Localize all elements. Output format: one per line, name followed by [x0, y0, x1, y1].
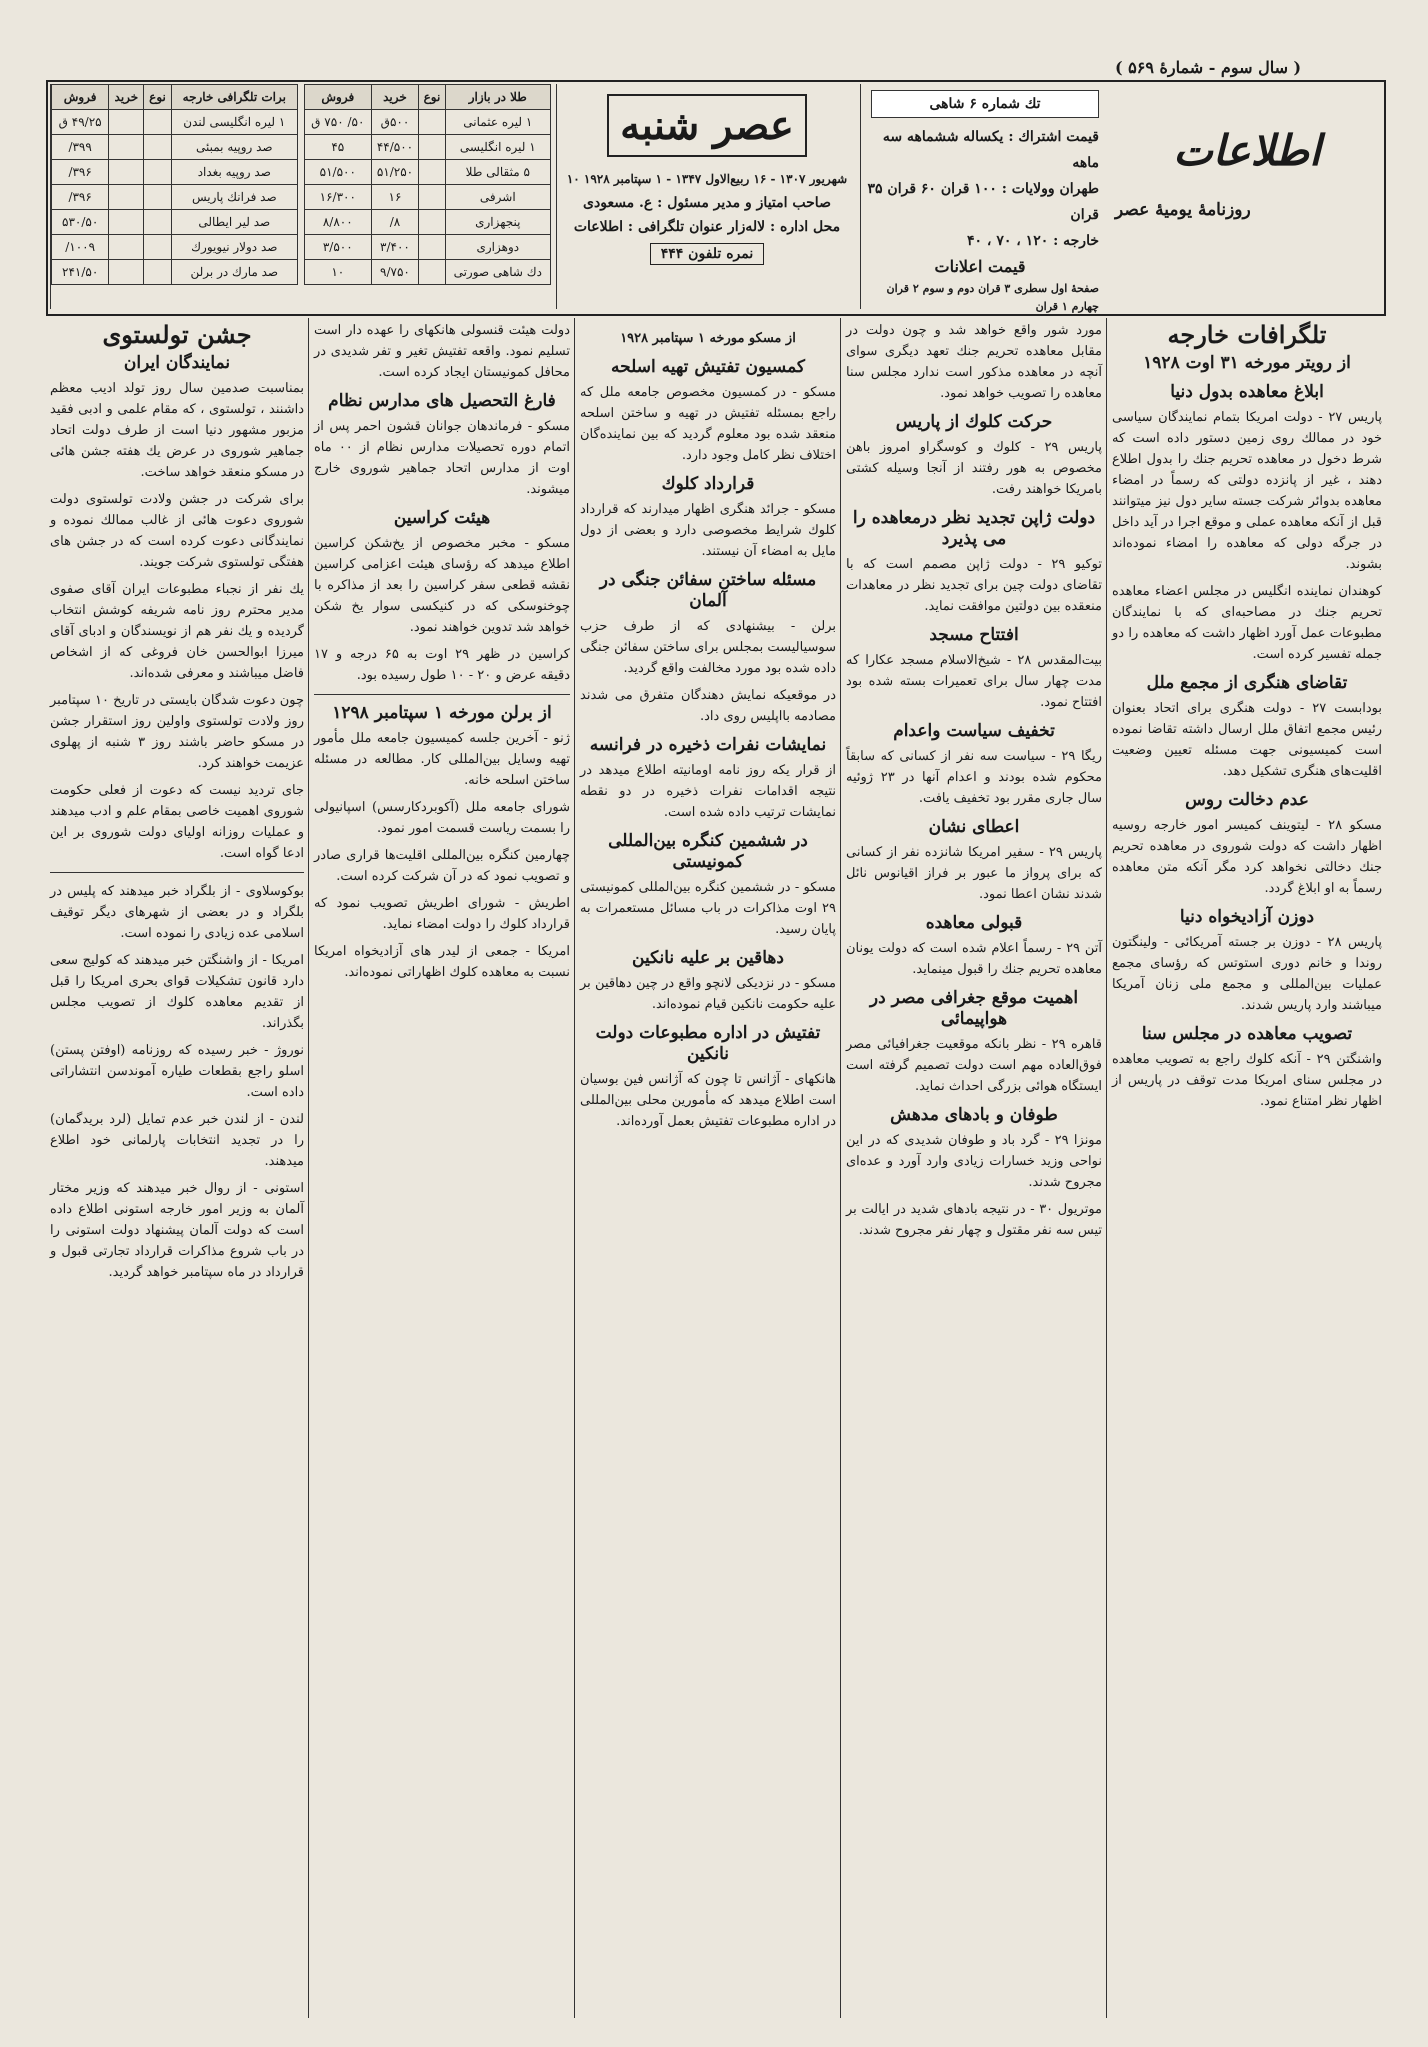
headline: اهمیت موقع جغرافی مصر در هواپیمائی [869, 988, 1079, 1029]
table-cell: صد مارك در برلن [171, 260, 297, 285]
table-cell: ۱۰۰۹/ [52, 235, 109, 260]
table-cell [419, 235, 445, 260]
table-cell [109, 135, 144, 160]
article-text: برای شرکت در جشن ولادت تولستوی دولت شوروی دعوت هائی از غالب ممالك نموده و نمایندگانی دعوت کرده است که در جشن های هفتگی تولستوی شرکت جویند. [50, 492, 304, 570]
headline: نمایندگان ایران [123, 353, 231, 373]
gold-header: خرید [371, 85, 419, 110]
headline: در ششمین کنگره بین‌المللی کمونیستی [608, 831, 808, 872]
headline: ابلاغ معاهده بدول دنیا [1170, 382, 1324, 402]
table-cell [419, 110, 445, 135]
article-text: آتن ۲۹ - رسماً اعلام شده است که دولت یونان معاهده تحریم جنك را قبول مینماید. [846, 941, 1103, 977]
owner: صاحب امتیاز و مدیر مسئول : ع. مسعودی [583, 195, 831, 211]
article-text: استونی - از روال خبر میدهند که وزیر مختار آلمان به وزیر امور خارجه استونی اطلاع داده است که دولت آلمان پیشنهاد دولت استونی را در باب شروع مذاکرات قرارداد تجارتی قبول و قرارداد در ماه سپتامبر خواهد گردید. [50, 1181, 304, 1280]
article-text: از قرار یکه روز نامه اومانیته اطلاع میدهد در نتیجه اقدامات نفرات ذخیره در دو نقطه نمایشات ترتیب داده شده است. [580, 763, 836, 820]
headline: افتتاح مسجد [929, 625, 1019, 645]
table-cell [109, 110, 144, 135]
table-cell: ۱۰ [305, 260, 372, 285]
table-cell [109, 210, 144, 235]
table-cell [419, 160, 445, 185]
table-cell: ۱۶ [371, 185, 419, 210]
article-text: یك نفر از نجباء مطبوعات ایران آقای صفوی مدیر محترم روز نامه شریفه کوشش انتخاب گردیده و یك نفر هم از نویسندگان و ادبای آقای میرزا ابوالحسن خان فروغی که از اشخاص فاضل میباشند و معرفی شده‌اند. [50, 582, 304, 681]
table-cell [144, 185, 171, 210]
table-row [52, 235, 298, 260]
headline: نمایشات نفرات ذخیره در فرانسه [589, 735, 827, 755]
table-cell: ۵۳۰/۵۰ [52, 210, 109, 235]
article-text: پاریس ۲۹ - کلوك و کوسگراو امروز باهن مخصوص به هور رفتند از آنجا وسیله کشتی بامریکا خواهند رفت. [846, 440, 1103, 497]
article-text: کوهندان نماینده انگلیس در مجلس اعضاء معاهده تحریم جنك در مصاحبه‌ای که با نمایندگان مطبوعات عمل آورد اظهار داشت که معاهده را دو جمله تفسیر کرده است. [1112, 584, 1382, 662]
table-row [305, 185, 551, 210]
article-text: برلن - بیشنهادی که از طرف حزب سوسیالیست بمجلس برای ساختن سفائن جنگی داده شده بود مورد مخالفت واقع گردید. [580, 619, 836, 676]
table-cell: ۸/ [371, 210, 419, 235]
table-row [305, 260, 551, 285]
article-text: چهارمین کنگره بین‌المللی اقلیت‌ها قراری صادر و تصویب نمود که در آن شرکت کرده است. [314, 848, 570, 884]
exchange-header: خرید [109, 85, 144, 110]
table-cell [109, 260, 144, 285]
table-cell: ۴۴/۵۰۰ [371, 135, 419, 160]
table-cell: ۳۹۶/ [52, 160, 109, 185]
column-3 [580, 320, 836, 1138]
table-row [52, 185, 298, 210]
table-cell [419, 260, 445, 285]
table-cell [109, 185, 144, 210]
table-cell [109, 160, 144, 185]
article-text: پاریس ۲۹ - سفیر امریکا شانزده نفر از کسانی که برای پرواز ما عبور بر فراز اقیانوس نائل شدند نشان اعطا نمود. [846, 845, 1102, 902]
title-box [556, 84, 857, 309]
section-title: جشن تولستوی [102, 320, 252, 349]
table-cell: ۹/۷۵۰ [371, 260, 419, 285]
table-cell: ۵۰/ ۷۵۰ ق [305, 110, 372, 135]
table-cell: ۱ لیره انگلیسی لندن [171, 110, 297, 135]
table-cell: ۵۰۰ق [371, 110, 419, 135]
article-text: دولت هیئت قنسولی هانکهای را عهده دار است تسلیم نمود. واقعه تفتیش تغیر و تفر شدیدی در محافل کمونیستان ایجاد کرده است. [314, 323, 570, 380]
article-text: ژنو - آخرین جلسه کمیسیون جامعه ملل مأمور تهیه وسایل بین‌المللی کار. مطالعه در مسئله ساختن اسلحه خانه. [314, 731, 570, 788]
address: محل اداره : لاله‌زار عنوان تلگرافی : اطلاعات [573, 219, 841, 235]
table-row [52, 210, 298, 235]
article-text: امریکا - جمعی از لیدر های آزادیخواه امریکا نسبت به معاهده کلوك اظهاراتی نموده‌اند. [314, 944, 570, 980]
table-cell: ۲۴۱/۵۰ [52, 260, 109, 285]
year-issue: ( سال سوم - شمارهٔ ۵۶۹ ) [1115, 58, 1302, 77]
article-text: اطریش - شورای اطریش تصویب نمود که قرارداد کلوك را دولت امضاء نماید. [314, 896, 570, 932]
table-cell: ۸/۸۰۰ [305, 210, 372, 235]
article-text: بیت‌المقدس ۲۸ - شیخ‌الاسلام مسجد عکارا که مدت چهار سال برای تعمیرات بسته شده بود افتتاح نمود. [846, 653, 1102, 710]
table-row [52, 160, 298, 185]
article-text: بودابست ۲۷ - دولت هنگری برای اتحاد بعنوان رئیس مجمع اتفاق ملل ارسال داشته تقاضا نموده است کمیسیونی جهت مسئله تعیین وضعیت اقلیت‌های هنگری تشکیل دهد. [1112, 701, 1382, 779]
table-cell: ۱ لیره انگلیسی [445, 135, 550, 160]
table-cell [144, 235, 171, 260]
table-cell: صد لیر ایطالی [171, 210, 297, 235]
table-cell: ۵۱/۲۵۰ [371, 160, 419, 185]
table-cell: ۱۶/۳۰۰ [305, 185, 372, 210]
exchange-rates-table [51, 84, 298, 285]
dateline: از رویتر مورخه ۳۱ اوت ۱۹۲۸ [1143, 353, 1351, 373]
article-text: چون دعوت شدگان بایستی در تاریخ ۱۰ سپتامبر روز ولادت تولستوی واولین روز استقرار جشن در مسکو حاضر باشند روز ۳ شنبه از پهلوی عزیمت خواهند کرد. [50, 693, 304, 771]
table-cell: صد روپیه بغداد [171, 160, 297, 185]
column-foreign-telegrams [1112, 320, 1382, 1118]
column-tolstoy [50, 320, 304, 1289]
table-cell: پنجهزاری [445, 210, 550, 235]
table-cell: صد فرانك پاریس [171, 185, 297, 210]
issue-price: تك شماره ۶ شاهی [871, 90, 1099, 118]
table-cell: دوهزاری [445, 235, 550, 260]
article-text: مسکو - مخبر مخصوص از یخ‌شکن کراسین اطلاع میدهد که رؤسای هیئت اعزامی کراسین نقشه قطعی سفر کراسین را بعد از مذاکره با چوخنوسکی که در کنیکسی سوار یخ شکن خواهد شد تدوین خواهند نمود. [314, 536, 570, 635]
rates-box [50, 84, 551, 309]
table-cell [419, 135, 445, 160]
headline: عدم دخالت روس [1185, 790, 1309, 810]
table-cell [144, 260, 171, 285]
table-row [52, 135, 298, 160]
article-text: مسکو ۲۸ - لیتوینف کمیسر امور خارجه روسیه اظهار داشت که دولت شوروی در معاهده تحریم جنك دخالتی نخواهد کرد مگر آنکه متن معاهده رسماً به او ابلاغ گردد. [1112, 818, 1383, 896]
table-cell: ۴۹/۲۵ ق [52, 110, 109, 135]
dateline: از مسکو مورخه ۱ سپتامبر ۱۹۲۸ [620, 331, 796, 346]
article-text: امریکا - از واشنگتن خبر میدهند که کولیج سعی دارد قانون تشکیلات قوای بحری امریکا را قبل از تقدیم معاهده کلوك از تصویب مجلس بگذراند. [50, 953, 304, 1031]
section-title: تلگرافات خارجه [1167, 320, 1327, 349]
subscription-tehran: طهران وولایات : ۱۰۰ قران ۶۰ قران ۳۵ قران [867, 181, 1099, 223]
headline: اعطای نشان [928, 817, 1020, 837]
headline: فارغ التحصیل های مدارس نظام [328, 391, 556, 411]
ads-price: صفحهٔ اول سطری ۳ قران دوم و سوم ۲ قران چهارم ۱ قران [886, 282, 1099, 313]
table-cell: ۳۹۹/ [52, 135, 109, 160]
article-text: پاریس ۲۸ - دوزن بر جسته آمریکائی - ولینگتون روندا و خانم دوری استوتس که رؤسای مجمع عملیات بین‌المللی و مجمع ملی زنان آمریکا میباشند وارد پاریس شدند. [1112, 935, 1382, 1013]
table-cell: صد روپیه بمبئی [171, 135, 297, 160]
exchange-rates [51, 84, 298, 285]
gold-header: فروش [305, 85, 372, 110]
headline: تفتیش در اداره مطبوعات دولت نانکین [595, 1023, 821, 1064]
article-text: نوروژ - خبر رسیده که روزنامه (اوفتن پستن) اسلو راجع بقطعات طیاره آموندسن انتشاراتی داده است. [50, 1043, 304, 1100]
table-row [305, 210, 551, 235]
dateline: از برلن مورخه ۱ سپتامبر ۱۲۹۸ [332, 703, 552, 723]
headline: دهاقین بر علیه نانکین [632, 948, 784, 968]
table-row [305, 160, 551, 185]
subscription-title: قیمت اشتراك : یکساله ششماهه سه ماهه [882, 129, 1099, 171]
article-text: توکیو ۲۹ - دولت ژاپن مصمم است که با تقاضای دولت چین برای تجدید نظر در معاهدات منعقده بین دولتین موافقت نماید. [846, 557, 1102, 614]
gold-header: طلا در بازار [445, 85, 550, 110]
table-cell: ۳/۴۰۰ [371, 235, 419, 260]
article-text: جای تردید نیست که دعوت از فعلی حکومت شوروی اهمیت خاصی بمقام علم و ادب میدهند و عملیات روزانه اولیای دولت شوروی بر این ادعا گواه است. [50, 783, 304, 861]
table-cell [419, 210, 445, 235]
table-cell [144, 160, 171, 185]
article-text: مورد شور واقع خواهد شد و چون دولت در مقابل معاهده تحریم جنك تعهد دیگری سوای آنچه در معاهده مذکور است ندارد مجلس سنا معاهده را تصویب خواهد نمود. [846, 323, 1102, 401]
exchange-header: برات تلگرافی خارجه [171, 85, 297, 110]
table-cell: دك شاهی صورتی [445, 260, 550, 285]
headline: دوزن آزادیخواه دنیا [1179, 907, 1315, 927]
table-cell: ۴۵ [305, 135, 372, 160]
column-4 [314, 320, 570, 989]
gold-header: نوع [419, 85, 445, 110]
table-cell: ۵ مثقالی طلا [445, 160, 550, 185]
headline: حرکت کلوك از پاریس [895, 412, 1053, 432]
newspaper-logo: اطلاعات [1173, 125, 1321, 175]
article-text: کراسین در ظهر ۲۹ اوت به ۶۵ درجه و ۱۷ دقیقه عرض و ۲۰ - ۱۰ طول رسیده بود. [314, 647, 570, 683]
issue-date: ۱۰ شهریور ۱۳۰۷ - ۱۶ ربیع‌الاول ۱۳۴۷ - ۱ سپتامبر ۱۹۲۸ [566, 172, 848, 186]
headline: قرارداد کلوك [661, 474, 755, 494]
article-text: بوکوسلاوی - از بلگراد خبر میدهند که پلیس در بلگراد و در بعضی از شهرهای دیگر توقیف اسلامی عده زیادی را نموده است. [50, 884, 304, 941]
gold-rates [304, 84, 551, 285]
table-cell [109, 235, 144, 260]
edition-name: عصر شنبه [607, 94, 807, 157]
article-text: مونزا ۲۹ - گرد باد و طوفان شدیدی که در این نواحی وزید خسارات زیادی وارد آورد و عده‌ای مجروح شدند. [846, 1133, 1102, 1190]
table-row [305, 235, 551, 260]
paper-subtitle: روزنامهٔ یومیهٔ عصر [1115, 200, 1251, 220]
table-cell [144, 210, 171, 235]
phone-number: نمره تلفون ۴۴۴ [650, 243, 765, 265]
table-cell: ۳۹۶/ [52, 185, 109, 210]
article-text: واشنگتن ۲۹ - آنکه کلوك راجع به تصویب معاهده در مجلس سنای امریکا مدت توقف در پاریس از اظهار نظر امتناع نمود. [1112, 1052, 1383, 1109]
table-cell: ۳/۵۰۰ [305, 235, 372, 260]
headline: قبولی معاهده [925, 913, 1023, 933]
article-text: شورای جامعه ملل (آکوبردکارسس) اسپانیولی را بسمت ریاست قسمت امور نمود. [314, 800, 570, 836]
exchange-header: فروش [52, 85, 109, 110]
gold-rates-table [304, 84, 551, 285]
headline: دولت ژاپن تجدید نظر درمعاهده را می پذیرد [852, 508, 1096, 549]
article-text: مسکو - در ششمین کنگره بین‌المللی کمونیستی ۲۹ اوت مذاکرات در باب مسائل مستعمرات به پایان رسید. [580, 880, 836, 937]
table-cell: صد دولار نیویورك [171, 235, 297, 260]
table-cell: اشرفی [445, 185, 550, 210]
table-row [305, 110, 551, 135]
article-text: قاهره ۲۹ - نظر بانکه موقعیت جغرافیائی مصر فوق‌العاده مهم است دولت تصمیم گرفته است ایستگاه هوائی بزرگی احداث نماید. [846, 1037, 1102, 1094]
ads-title: قیمت اعلانات [934, 257, 1026, 276]
headline: تقاضای هنگری از مجمع ملل [1146, 673, 1348, 693]
headline: طوفان و بادهای مدهش [890, 1105, 1058, 1125]
article-text: لندن - از لندن خبر عدم تمایل (لرد بریدگمان) را در تجدید انتخابات پارلمانی خود اطلاع میدهند. [50, 1112, 304, 1169]
headline: هیئت کراسین [393, 508, 491, 528]
article-text: پاریس ۲۷ - دولت امریکا بتمام نمایندگان سیاسی خود در ممالك روی زمین دستور داده است که شرط دخول در معاهده تحریم جنك را بدول اطلاع دهند ، غیر از پانزده دولتی که رسماً در امضاء معاهده بدوائر شرکت جسته سایر دول نیز میتوانند قبل از آنکه معاهده عملی و موقع اجرا در آید داخل در جرگه دولی که معاهده را امضاء نموده‌اند بشوند. [1112, 410, 1382, 572]
table-cell: ۱ لیره عثمانی [445, 110, 550, 135]
article-text: در موقعیکه نمایش دهندگان متفرق می شدند مصادمه بااپلیس روی داد. [580, 688, 836, 724]
article-text: ریگا ۲۹ - سیاست سه نفر از کسانی که سابقاً محکوم شده بودند و اعدام آنها در ۲۳ ژوئیه سال جاری مقرر بود تخفیف یافت. [846, 749, 1102, 806]
table-cell [144, 110, 171, 135]
headline: تصویب معاهده در مجلس سنا [1141, 1024, 1353, 1044]
article-text: هانکهای - آژانس تا چون که آژانس فین بوسیان است اطلاع میدهد که مأمورین محلی بین‌المللی در اداره مطبوعات تفتیش بعمل آورده‌اند. [580, 1072, 836, 1129]
subscription-abroad: خارجه : ۱۲۰ ، ۷۰ ، ۴۰ [967, 233, 1099, 249]
table-cell [419, 185, 445, 210]
article-text: بمناسبت صدمین سال روز تولد ادیب معظم داشنند ، تولستوی ، که مقام علمی و ادبی فقید مزبور مشهور دنیا است از طرف دولت اتحاد جماهیر شوروی در عرض یك هفته جشن هائی در مسکو منعقد خواهد ساخت. [50, 381, 304, 480]
column-2 [846, 320, 1102, 1247]
headline: مسئله ساختن سفائن جنگی در آلمان [599, 570, 817, 611]
headline: تخفیف سیاست واعدام [893, 721, 1055, 741]
article-text: موتریول ۳۰ - در نتیجه بادهای شدید در ایالت بر تیس سه نفر مقتول و چهار نفر مجروح شدند. [846, 1202, 1102, 1238]
table-cell: ۵۱/۵۰۰ [305, 160, 372, 185]
table-row [305, 135, 551, 160]
article-text: مسکو - جرائد هنگری اظهار میدارند که قرارداد کلوك شرایط مخصوصی دارد و بعضی از دول مایل به امضاء آن نیستند. [580, 502, 836, 559]
article-text: مسکو - فرماندهان جوانان قشون احمر پس از اتمام دوره تحصیلات مدارس نظام از ۰۰ ماه اوت از مدارس اتحاد جماهیر شوروی خارج میشوند. [314, 419, 570, 497]
table-cell [144, 135, 171, 160]
article-text: مسکو - در نزدیکی لانچو واقع در چین دهاقین بر علیه حکومت نانکین قیام نموده‌اند. [580, 976, 836, 1012]
subscription-box [860, 84, 1109, 313]
table-row [52, 110, 298, 135]
article-text: مسکو - در کمسیون مخصوص جامعه ملل که راجع بمسئله تفتیش در تهیه و ساختن اسلحه منعقد شده بود معلوم گردید که بین نماینده‌گان اختلاف نظر کامل وجود دارد. [580, 385, 836, 463]
table-row [52, 260, 298, 285]
headline: کمسیون تفتیش تهیه اسلحه [611, 357, 805, 377]
exchange-header: نوع [144, 85, 171, 110]
